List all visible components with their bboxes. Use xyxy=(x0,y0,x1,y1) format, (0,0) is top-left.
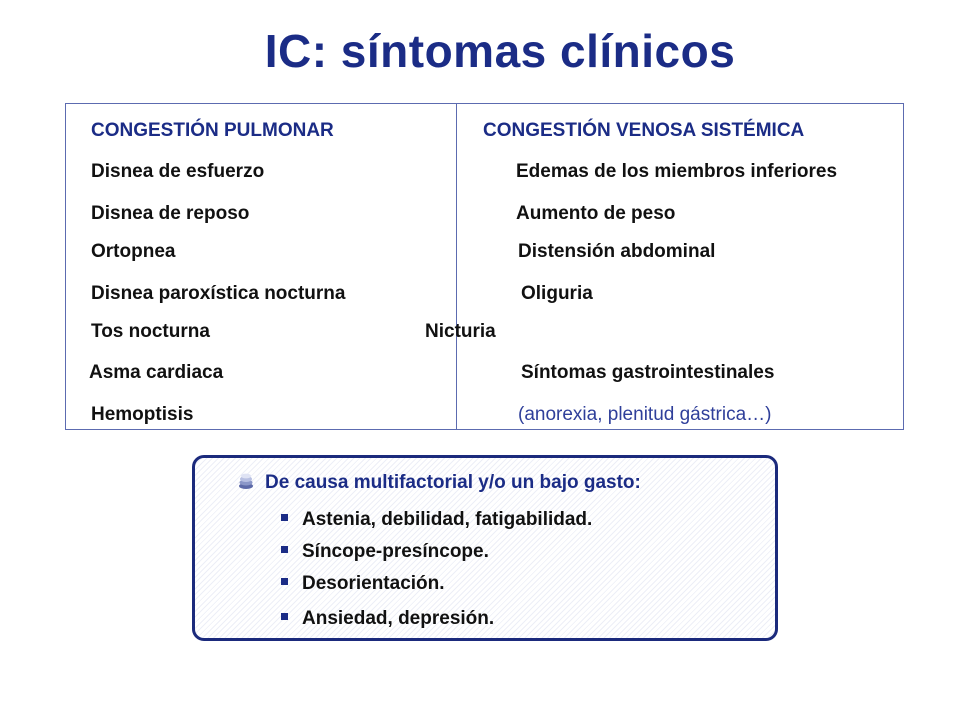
right-item: Edemas de los miembros inferiores xyxy=(516,161,838,182)
square-bullet-icon xyxy=(281,546,288,553)
left-item: Disnea de reposo xyxy=(91,203,250,224)
table-column-divider xyxy=(456,103,457,430)
left-item: Ortopnea xyxy=(91,241,176,262)
panel-bullet xyxy=(281,607,494,631)
panel-bullet-text: Síncope-presíncope. xyxy=(302,541,489,562)
right-item: Nicturia xyxy=(425,321,496,342)
right-item: Síntomas gastrointestinales xyxy=(521,362,775,383)
left-item: Disnea de esfuerzo xyxy=(91,161,265,182)
left-item: Tos nocturna xyxy=(91,321,210,342)
stacked-bullet-icon xyxy=(237,472,255,490)
panel-heading-text: De causa multifactorial y/o un bajo gasto: xyxy=(265,472,641,493)
square-bullet-icon xyxy=(281,578,288,585)
right-item-note: (anorexia, plenitud gástrica…) xyxy=(518,404,772,425)
left-item: Disnea paroxística nocturna xyxy=(91,283,346,304)
square-bullet-icon xyxy=(281,514,288,521)
panel-heading xyxy=(237,471,641,495)
page-title: IC: síntomas clínicos xyxy=(264,25,736,77)
left-item: Hemoptisis xyxy=(91,404,194,425)
panel-bullet xyxy=(281,572,445,596)
right-item: Oliguria xyxy=(521,283,593,304)
right-item: Aumento de peso xyxy=(516,203,676,224)
panel-bullet-text: Ansiedad, depresión. xyxy=(302,608,495,629)
panel-bullet-text: Desorientación. xyxy=(302,573,445,594)
panel-bullet xyxy=(281,508,592,532)
square-bullet-icon xyxy=(281,613,288,620)
panel-bullet xyxy=(281,540,489,564)
panel-bullet-text: Astenia, debilidad, fatigabilidad. xyxy=(302,509,593,530)
left-item: Asma cardiaca xyxy=(89,362,224,383)
left-column-header: CONGESTIÓN PULMONAR xyxy=(91,120,334,141)
right-item: Distensión abdominal xyxy=(518,241,716,262)
right-column-header: CONGESTIÓN VENOSA SISTÉMICA xyxy=(483,120,805,141)
